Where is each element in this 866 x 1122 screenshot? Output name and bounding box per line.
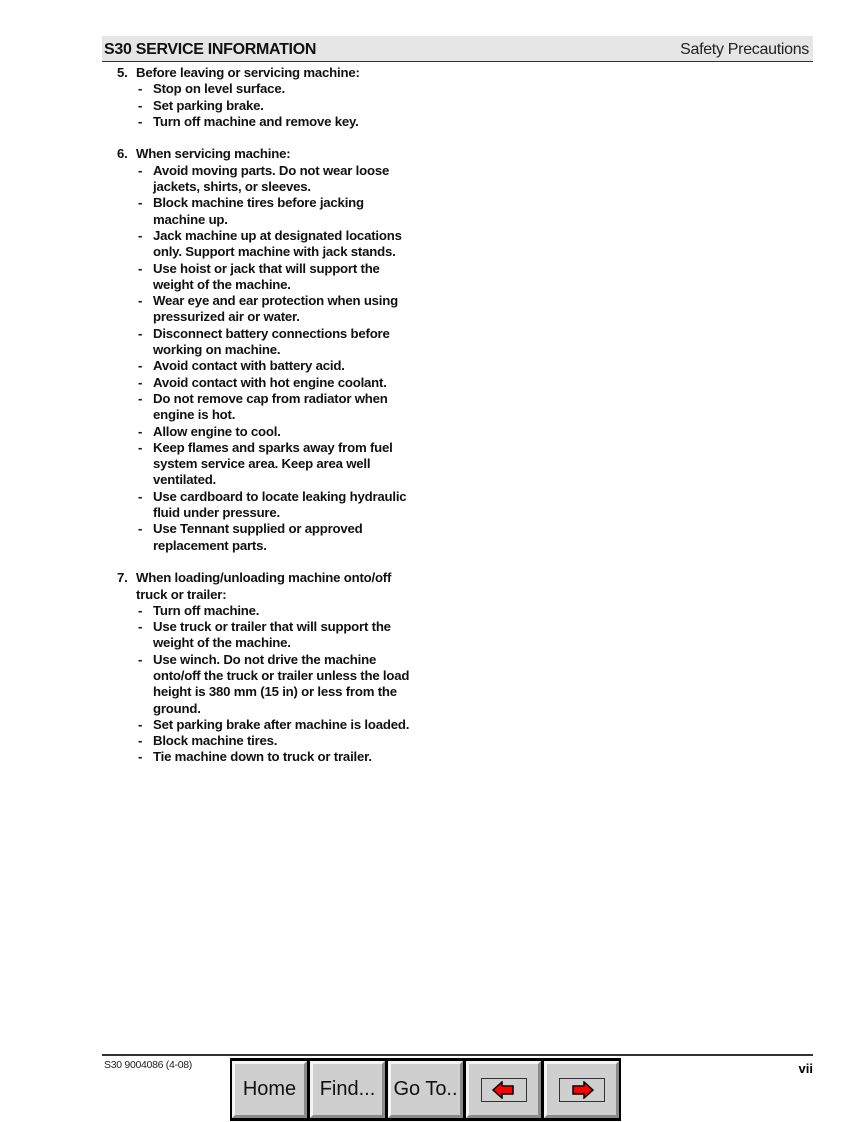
bullet-dash: - [138,325,143,341]
bullet-dash: - [138,227,143,243]
arrow-left-icon [481,1078,527,1102]
list-item-text: system service area. Keep area well [153,456,371,472]
list-item-text: engine is hot. [153,407,236,423]
list-item-text: replacement parts. [153,537,267,553]
list-item-text: Use truck or trailer that will support the [153,619,391,635]
bullet-dash: - [138,423,143,439]
list-item-text: Use cardboard to locate leaking hydraulic [153,488,407,504]
list-item-text: weight of the machine. [153,276,291,292]
previous-page-button[interactable] [466,1061,541,1118]
list-item [138,652,409,717]
list-item [138,489,409,522]
bullet-dash: - [138,439,143,455]
list-item-text: machine up. [153,211,228,227]
list-item-text: Disconnect battery connections before [153,325,390,341]
list-item-text: pressurized air or water. [153,309,300,325]
bullet-dash: - [138,374,143,390]
list-item-text: Avoid contact with hot engine coolant. [153,374,387,390]
list-item [138,195,409,228]
section-number: 5. [117,65,128,80]
bullet-dash: - [138,195,143,211]
list-item-text: Avoid moving parts. Do not wear loose [153,162,390,178]
list-item [138,375,409,391]
list-item [138,114,409,130]
bullet-dash: - [138,749,143,765]
section-6 [117,146,409,553]
list-item-text: Do not remove cap from radiator when [153,390,388,406]
list-item [138,293,409,326]
section-5 [117,65,409,130]
list-item-text: only. Support machine with jack stands. [153,244,396,260]
list-item-text: jackets, shirts, or sleeves. [153,179,311,195]
bullet-dash: - [138,602,143,618]
list-item-text: Avoid contact with battery acid. [153,358,345,374]
bullet-dash: - [138,619,143,635]
list-item-text: Block machine tires before jacking [153,195,364,211]
list-item-text: Turn off machine and remove key. [153,113,359,129]
list-item [138,619,409,652]
bullet-dash: - [138,488,143,504]
list-item-text: Block machine tires. [153,733,278,749]
section-heading: When servicing machine: [136,146,291,162]
list-item-text: Set parking brake. [153,97,264,113]
list-item-text: ventilated. [153,472,217,488]
section-title: Safety Precautions [680,41,809,58]
list-item-text: Turn off machine. [153,602,260,618]
next-page-button[interactable] [544,1061,619,1118]
find-button[interactable]: Find... [310,1061,385,1118]
list-item-text: Use Tennant supplied or approved [153,521,363,537]
section-number: 7. [117,570,128,586]
bullet-dash: - [138,162,143,178]
list-item-text: Stop on level surface. [153,81,285,97]
footer-divider [102,1054,813,1056]
bullet-dash: - [138,81,143,97]
section-heading: truck or trailer: [136,586,227,602]
bullet-dash: - [138,716,143,732]
list-item-text: weight of the machine. [153,635,291,651]
list-item-text: height is 380 mm (15 in) or less from the [153,684,397,700]
list-item [138,521,409,554]
list-item [138,424,409,440]
list-item-text: onto/off the truck or trailer unless the load [153,667,410,683]
bullet-dash: - [138,113,143,129]
list-item [138,163,409,196]
bullet-dash: - [138,733,143,749]
list-item-text: Set parking brake after machine is loaded. [153,716,410,732]
bullet-dash: - [138,97,143,113]
list-item [138,98,409,114]
list-item-text: Allow engine to cool. [153,423,281,439]
list-item [138,717,409,733]
bullet-dash: - [138,390,143,406]
list-item-text: Keep flames and sparks away from fuel [153,439,393,455]
bullet-dash: - [138,651,143,667]
goto-button[interactable]: Go To.. [388,1061,463,1118]
list-item-text: fluid under pressure. [153,505,280,521]
list-item [138,261,409,294]
bullet-dash: - [138,293,143,309]
section-heading: Before leaving or servicing machine: [136,65,360,80]
list-item-text: Use hoist or jack that will support the [153,260,380,276]
list-item-text: working on machine. [153,342,281,358]
list-item-text: ground. [153,700,201,716]
arrow-right-icon [559,1078,605,1102]
list-item [138,733,409,749]
list-item-text: Tie machine down to truck or trailer. [153,749,372,765]
page-header [102,36,813,62]
list-item [138,326,409,359]
list-item [138,228,409,261]
page-number: vii [798,1061,813,1076]
home-button[interactable]: Home [232,1061,307,1118]
bullet-dash: - [138,521,143,537]
list-item-text: Jack machine up at designated locations [153,227,402,243]
section-number: 6. [117,146,128,162]
list-item [138,749,409,765]
list-item [138,358,409,374]
list-item [138,603,409,619]
navigation-bar [230,1058,621,1121]
bullet-dash: - [138,260,143,276]
list-item-text: Wear eye and ear protection when using [153,293,398,309]
list-item [138,440,409,489]
list-item [138,81,409,97]
list-item-text: Use winch. Do not drive the machine [153,651,377,667]
document-number: S30 9004086 (4-08) [104,1059,193,1071]
document-title: S30 SERVICE INFORMATION [104,41,317,58]
list-item [138,391,409,424]
safety-precautions-list [117,65,409,782]
section-heading: When loading/unloading machine onto/off [136,570,392,586]
section-7 [117,570,409,766]
bullet-dash: - [138,358,143,374]
